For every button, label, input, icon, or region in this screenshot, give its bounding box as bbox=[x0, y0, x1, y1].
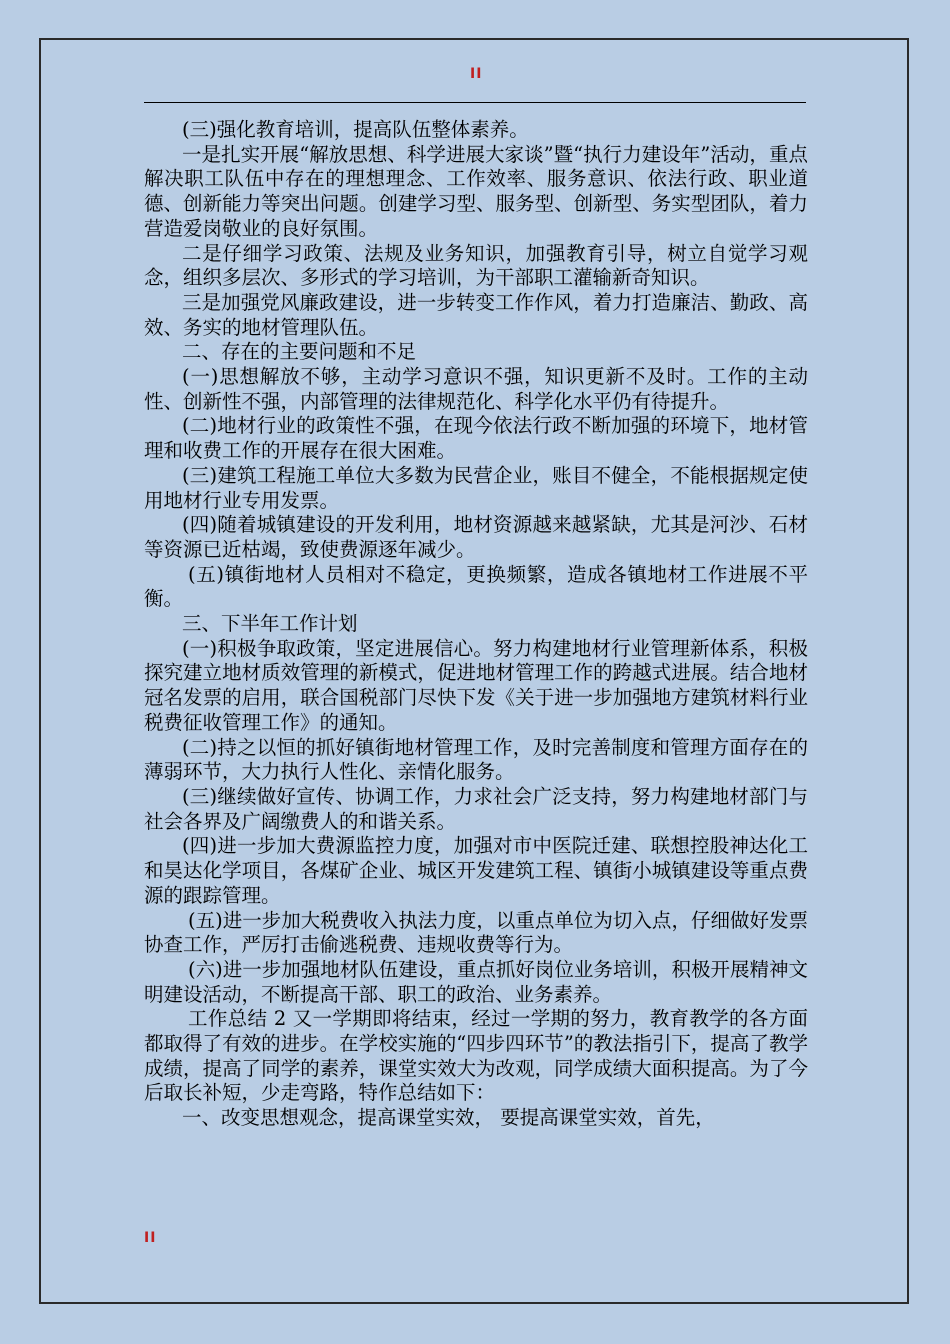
header-divider bbox=[144, 102, 806, 103]
paragraph: 三是加强党风廉政建设，进一步转变工作作风，着力打造廉洁、勤政、高效、务实的地材管理队伍。 bbox=[144, 290, 808, 339]
paragraph: (三)强化教育培训，提高队伍整体素养。 bbox=[182, 118, 529, 141]
paragraph: (四)随着城镇建设的开发利用，地材资源越来越紧缺，尤其是河沙、石材等资源已近枯竭，致使费源逐年减少。 bbox=[144, 513, 808, 561]
section-heading: 一、改变思想观念，提高课堂实效， 要提高课堂实效，首先， bbox=[182, 1106, 715, 1130]
paragraph: 工作总结 2 又一学期即将结束，经过一学期的努力，教育教学的各方面都取得了有效的进步。在学校实施的“四步四环节”的教法指引下，提高了教学成绩，提高了同学的素养，课堂实效大为改观，同学成绩大面积提高。为了今后取长补短，少走弯路，特作总结如下： bbox=[144, 1007, 808, 1105]
paragraph: (二)持之以恒的抓好镇街地材管理工作，及时完善制度和管理方面存在的薄弱环节，大力执行人性化、亲情化服务。 bbox=[144, 735, 808, 784]
paragraph: (三)继续做好宣传、协调工作，力求社会广泛支持，努力构建地材部门与社会各界及广阔缴费人的和谐关系。 bbox=[144, 784, 808, 833]
section-heading: 三、下半年工作计划 bbox=[182, 612, 358, 636]
paragraph: (三)建筑工程施工单位大多数为民营企业，账目不健全，不能根据规定使用地材行业专用发票。 bbox=[144, 463, 808, 512]
paragraph: (一)思想解放不够，主动学习意识不强，知识更新不及时。工作的主动性、创新性不强，内部管理的法律规范化、科学化水平仍有待提升。 bbox=[144, 365, 808, 413]
footer-mark: II bbox=[144, 1230, 157, 1246]
section-heading: 二、存在的主要问题和不足 bbox=[182, 340, 417, 364]
header-mark: II bbox=[470, 66, 483, 82]
paragraph: 二是仔细学习政策、法规及业务知识，加强教育引导，树立自觉学习观念，组织多层次、多形式的学习培训，为干部职工灌输新奇知识。 bbox=[144, 241, 808, 290]
paragraph: 一是扎实开展“解放思想、科学进展大家谈”暨“执行力建设年”活动，重点解决职工队伍中存在的理想理念、工作效率、服务意识、依法行政、职业道德、创新能力等突出问题。创建学习型、服务型、创新型、务实型团队，着力营造爱岗敬业的良好氛围。 bbox=[144, 142, 808, 240]
paragraph: (四)进一步加大费源监控力度，加强对市中医院迁建、联想控股神达化工和昊达化学项目，各煤矿企业、城区开发建筑工程、镇街小城镇建设等重点费源的跟踪管理。 bbox=[144, 834, 808, 907]
paragraph: (一)积极争取政策，坚定进展信心。努力构建地材行业管理新体系，积极探究建立地材质效管理的新模式，促进地材管理工作的跨越式进展。结合地材冠名发票的启用，联合国税部门尽快下发《关于进一步加强地方建筑材料行业税费征收管理工作》的通知。 bbox=[144, 636, 808, 734]
paragraph: (二)地材行业的政策性不强，在现今依法行政不断加强的环境下，地材管理和收费工作的开展存在很大困难。 bbox=[144, 414, 808, 463]
paragraph: (六)进一步加强地材队伍建设，重点抓好岗位业务培训，积极开展精神文明建设活动，不断提高干部、职工的政治、业务素养。 bbox=[144, 957, 808, 1006]
paragraph: (五)进一步加大税费收入执法力度，以重点单位为切入点，仔细做好发票协查工作，严厉打击偷逃税费、违规收费等行为。 bbox=[144, 908, 808, 957]
document-body bbox=[144, 118, 808, 1131]
paragraph: (五)镇街地材人员相对不稳定，更换频繁，造成各镇地材工作进展不平衡。 bbox=[144, 562, 808, 611]
